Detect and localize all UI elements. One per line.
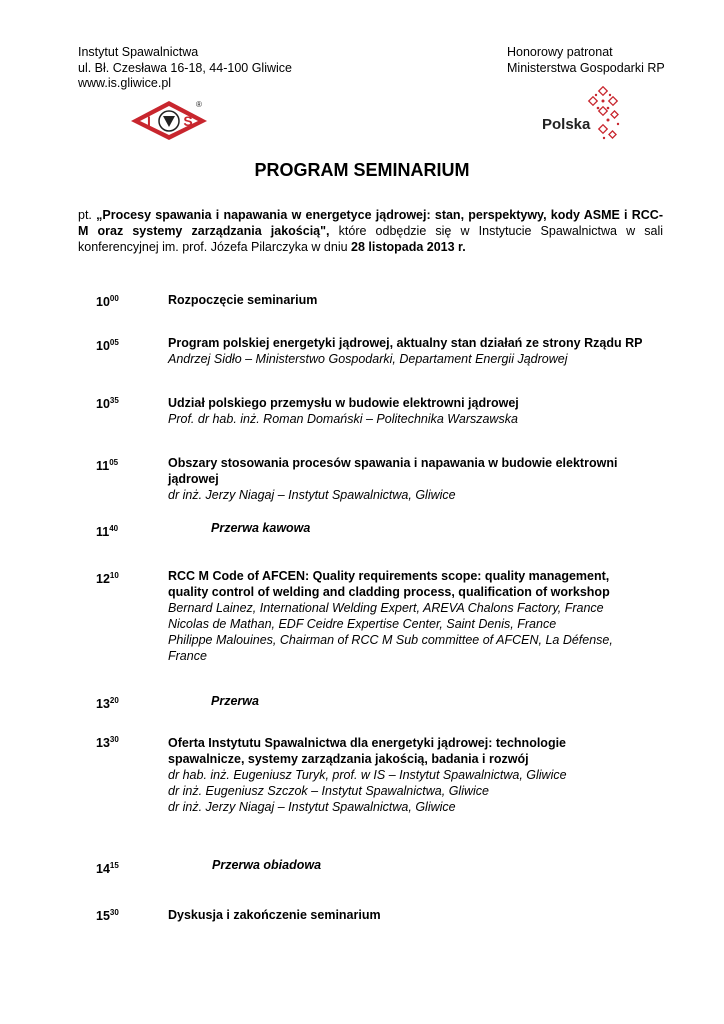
time-1005: $10^{05}$ [96,338,119,353]
agenda-title-1: Rozpoczęcie seminarium [168,293,318,307]
agenda-speaker: dr inż. Jerzy Niagaj – Instytut Spawalnictwa, Gliwice [168,488,456,502]
time-1415: $14^{15}$ [96,861,119,876]
agenda-speaker: Andrzej Sidło – Ministerstwo Gospodarki, Departament Energii Jądrowej [168,352,568,366]
agenda-speaker: dr hab. inż. Eugeniusz Turyk, prof. w IS – Instytut Spawalnictwa, Gliwice [168,768,567,782]
is-logo-right: S [183,113,193,129]
time-1140: $11^{40}$ [96,524,119,539]
intro-middle: które odbędzie się w Instytucie Spawalnictwa w sali konferencyjnej im. prof. Józefa Pilarczyka w dniu [78,224,663,254]
break-lunch: Przerwa obiadowa [212,858,322,872]
agenda-speaker: dr inż. Jerzy Niagaj – Instytut Spawalnictwa, Gliwice [168,800,456,814]
agenda-title-6: Oferta Instytutu Spawalnictwa dla energetyki jądrowej: technologie spawalnicze, systemy zarządzania jakością, badania i rozwój [168,736,566,766]
institute-address: ul. Bł. Czesława 16-18, 44-100 Gliwice [78,60,292,75]
agenda-title-3: Udział polskiego przemysłu w budowie elektrowni jądrowej [168,396,519,410]
institute-website: www.is.gliwice.pl [78,76,172,90]
page-title: PROGRAM SEMINARIUM [254,160,470,180]
agenda-speaker: Nicolas de Mathan, EDF Ceidre Expertise Center, Saint Denis, France [168,617,557,631]
break-short: Przerwa [211,694,259,708]
agenda-title-4: Obszary stosowania procesów spawania i napawania w budowie elektrowni jądrowej [168,456,618,486]
time-1105: $11^{05}$ [96,458,119,473]
time-1000: $10^{00}$ [96,294,119,309]
intro-prefix: pt. [78,208,97,222]
agenda-speaker: dr inż. Eugeniusz Szczok – Instytut Spawalnictwa, Gliwice [168,784,489,798]
time-1035: $10^{35}$ [96,396,119,411]
polska-logo-pattern [589,87,618,138]
patron-line2: Ministerstwa Gospodarki RP [507,60,665,75]
intro-date: 28 listopada 2013 r. [351,240,466,254]
time-1330: $13^{30}$ [96,735,119,750]
agenda-item-1 [168,292,680,308]
agenda-item-6 [168,735,608,815]
agenda-speaker: Philippe Malouines, Chairman of RCC M Sub committee of AFCEN, La Défense, France [168,633,613,663]
agenda-item-2 [168,335,680,367]
time-1320: $13^{20}$ [96,696,119,711]
intro-seminar-name: „Procesy spawania i napawania w energetyce jądrowej: stan, perspektywy, kody ASME i RCC-M oraz systemy zarządzania jakością", [78,208,663,238]
agenda-item-3 [168,395,680,427]
patron-info [507,45,665,76]
time-1530: $15^{30}$ [96,908,119,923]
agenda-item-4 [168,455,668,503]
institute-info [78,45,292,92]
polska-logo-text: Polska [542,116,591,133]
polska-logo [540,86,624,144]
agenda-title-2: Program polskiej energetyki jądrowej, aktualny stan działań ze strony Rządu RP [168,336,643,350]
is-logo [128,98,210,142]
agenda-item-7 [168,907,680,923]
patron-line1: Honorowy patronat [507,45,613,59]
is-logo-left: I [147,113,151,129]
break-coffee: Przerwa kawowa [211,521,311,535]
agenda-item-5 [168,568,648,664]
agenda-title-7: Dyskusja i zakończenie seminarium [168,908,381,922]
agenda-title-5: RCC M Code of AFCEN: Quality requirements scope: quality management, quality control of welding and cladding process, qualification of workshop [168,569,610,599]
agenda-speaker: Prof. dr hab. inż. Roman Domański – Politechnika Warszawska [168,412,518,426]
is-logo-reg: ® [196,100,202,109]
institute-name: Instytut Spawalnictwa [78,45,199,59]
time-1210: $12^{10}$ [96,571,119,586]
agenda-speaker: Bernard Lainez, International Welding Expert, AREVA Chalons Factory, France [168,601,604,615]
intro-paragraph [78,207,663,255]
